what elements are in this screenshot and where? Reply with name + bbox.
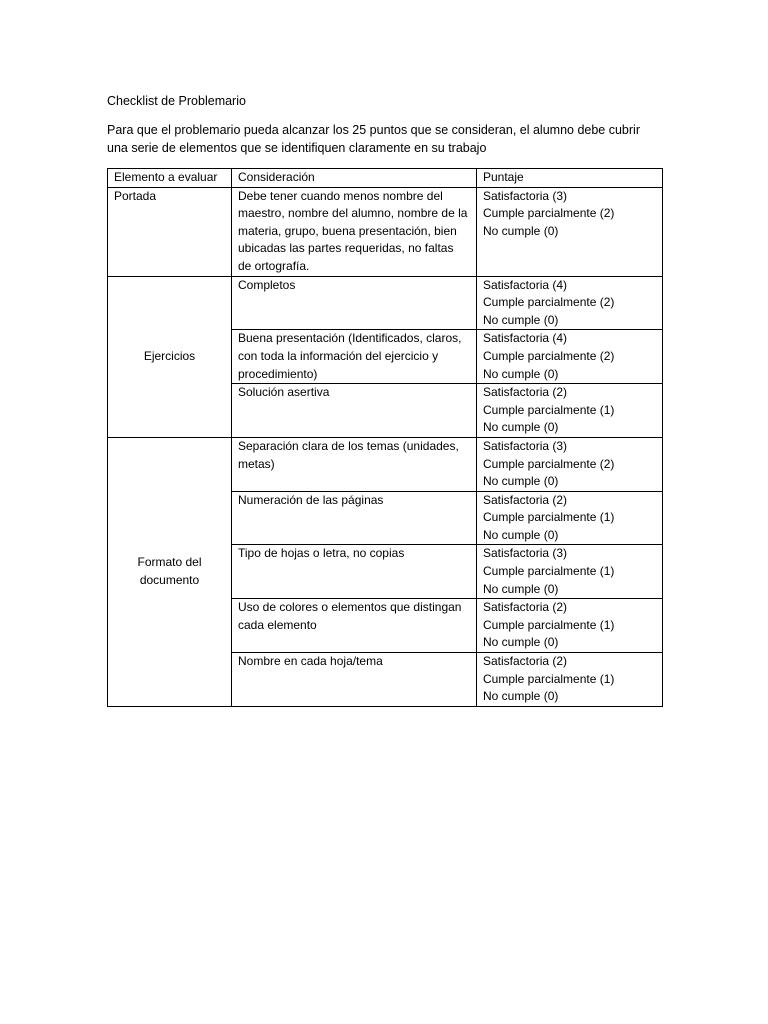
score-satisfactory: Satisfactoria (2): [483, 600, 568, 615]
score-cell: [477, 491, 663, 545]
score-none: No cumple (0): [483, 223, 559, 238]
score-partial: Cumple parcialmente (2): [483, 348, 615, 363]
intro-line: una serie de elementos que se identifiquen claramente en su trabajo: [107, 141, 487, 155]
table-header-row: [108, 169, 663, 188]
score-none: No cumple (0): [483, 635, 559, 650]
score-partial: Cumple parcialmente (1): [483, 402, 615, 417]
consideration-text: Nombre en cada hoja/tema: [238, 654, 383, 669]
consideration-cell: [232, 276, 477, 330]
score-cell: [477, 545, 663, 599]
consideration-text: Solución asertiva: [238, 385, 330, 400]
table-row: [108, 187, 663, 276]
consideration-text: Uso de colores o elementos que distingan cada elemento: [238, 600, 462, 632]
score-none: No cumple (0): [483, 581, 559, 596]
consideration-text: Buena presentación (Identificados, claros, con toda la información del ejercicio y procedimiento): [238, 331, 462, 381]
document-title: Checklist de Problemario: [107, 94, 246, 108]
consideration-text: Numeración de las páginas: [238, 492, 384, 507]
table-row: [108, 437, 663, 491]
score-partial: Cumple parcialmente (2): [483, 456, 615, 471]
score-cell: [477, 276, 663, 330]
score-partial: Cumple parcialmente (1): [483, 617, 615, 632]
consideration-cell: [232, 437, 477, 491]
intro-paragraph: [107, 121, 667, 157]
score-satisfactory: Satisfactoria (3): [483, 546, 568, 561]
consideration-cell: [232, 545, 477, 599]
score-none: No cumple (0): [483, 312, 559, 327]
score-none: No cumple (0): [483, 527, 559, 542]
score-cell: [477, 437, 663, 491]
score-partial: Cumple parcialmente (1): [483, 671, 615, 686]
score-satisfactory: Satisfactoria (4): [483, 277, 568, 292]
score-cell: [477, 653, 663, 707]
header-consideration: Consideración: [232, 169, 477, 188]
score-partial: Cumple parcialmente (1): [483, 564, 615, 579]
score-satisfactory: Satisfactoria (3): [483, 438, 568, 453]
score-none: No cumple (0): [483, 474, 559, 489]
score-satisfactory: Satisfactoria (2): [483, 654, 568, 669]
score-cell: [477, 384, 663, 438]
score-cell: [477, 330, 663, 384]
consideration-text: Tipo de hojas o letra, no copias: [238, 546, 405, 561]
consideration-cell: [232, 330, 477, 384]
header-element: Elemento a evaluar: [108, 169, 232, 188]
score-cell: [477, 187, 663, 276]
score-none: No cumple (0): [483, 420, 559, 435]
element-cell: Formato del documento: [108, 437, 232, 706]
score-none: No cumple (0): [483, 366, 559, 381]
score-satisfactory: Satisfactoria (2): [483, 385, 568, 400]
consideration-cell: [232, 187, 477, 276]
consideration-text: Debe tener cuando menos nombre del maestro, nombre del alumno, nombre de la materia, grupo, buena presentación, bien ubicadas las partes requeridas, no faltas de ortografía.: [238, 188, 468, 273]
element-cell: Ejercicios: [108, 276, 232, 437]
consideration-cell: [232, 599, 477, 653]
score-none: No cumple (0): [483, 689, 559, 704]
score-partial: Cumple parcialmente (1): [483, 510, 615, 525]
score-satisfactory: Satisfactoria (4): [483, 331, 568, 346]
header-score: Puntaje: [477, 169, 663, 188]
table-row: [108, 276, 663, 330]
score-cell: [477, 599, 663, 653]
score-partial: Cumple parcialmente (2): [483, 206, 615, 221]
consideration-text: Completos: [238, 277, 296, 292]
element-cell: Portada: [108, 187, 232, 276]
consideration-cell: [232, 491, 477, 545]
consideration-cell: [232, 653, 477, 707]
rubric-table: [107, 168, 663, 707]
consideration-text: Separación clara de los temas (unidades, metas): [238, 438, 459, 471]
consideration-cell: [232, 384, 477, 438]
score-partial: Cumple parcialmente (2): [483, 295, 615, 310]
score-satisfactory: Satisfactoria (2): [483, 492, 568, 507]
intro-line: Para que el problemario pueda alcanzar los 25 puntos que se consideran, el alumno debe cubrir: [107, 123, 640, 137]
score-satisfactory: Satisfactoria (3): [483, 188, 568, 203]
